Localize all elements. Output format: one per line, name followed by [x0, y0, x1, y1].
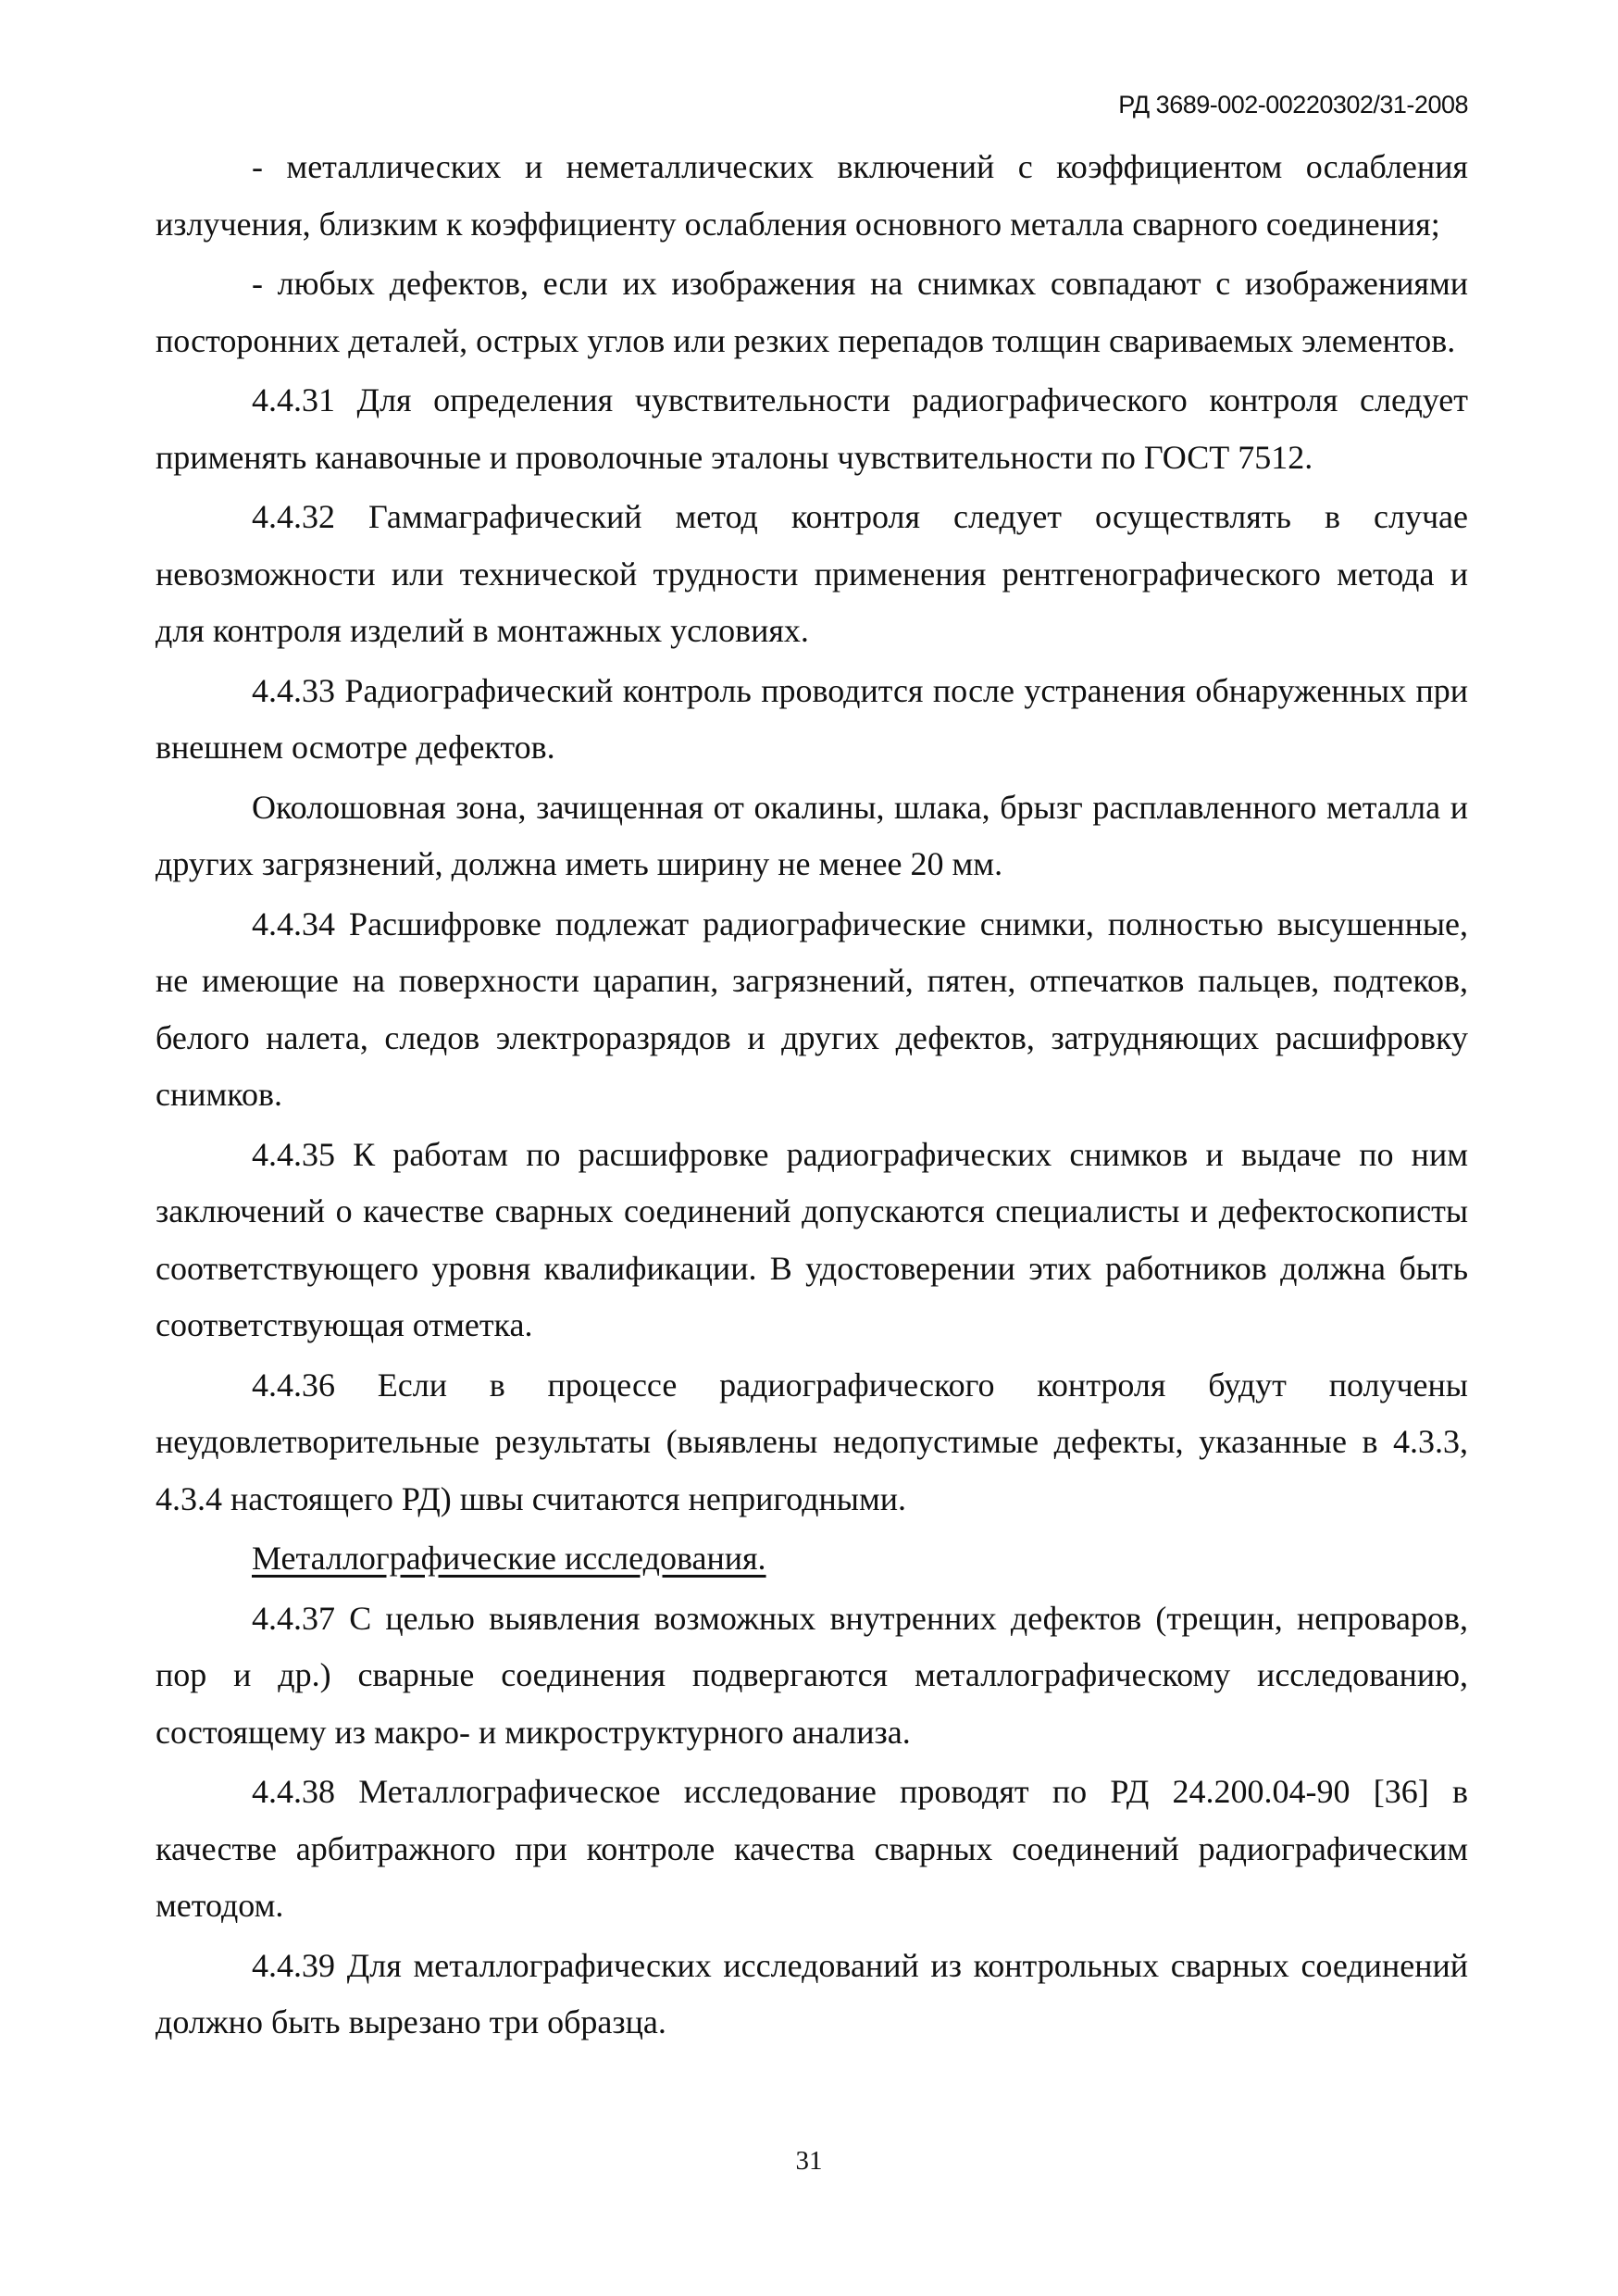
paragraph-4-4-31: 4.4.31 Для определения чувствительности радиографического контроля следует применять канавочные и проволочные эталоны чувствительности по ГОСТ 7512.: [156, 381, 1468, 476]
paragraph-4-4-38: 4.4.38 Металлографическое исследование проводят по РД 24.200.04-90 [36] в качестве арбитражного при контроле качества сварных соединений радиографическим методом.: [156, 1773, 1468, 1924]
paragraph-4-4-39: 4.4.39 Для металлографических исследований из контрольных сварных соединений должно быть вырезано три образца.: [156, 1946, 1468, 2040]
paragraph-any-defects: - любых дефектов, если их изображения на снимках совпадают с изображениями посторонних деталей, острых углов или резких перепадов толщин свариваемых элементов.: [156, 265, 1468, 359]
section-heading-metallography: Металлографические исследования.: [252, 1540, 766, 1577]
paragraph-4-4-33: 4.4.33 Радиографический контроль проводится после устранения обнаруженных при внешнем осмотре дефектов.: [156, 671, 1468, 766]
document-code: РД 3689-002-00220302/31-2008: [1118, 91, 1468, 119]
page-body: [156, 139, 1468, 2054]
paragraph-4-4-32: 4.4.32 Гаммаграфический метод контроля следует осуществлять в случае невозможности или технической трудности применения рентгенографического метода и для контроля изделий в монтажных условиях.: [156, 498, 1468, 649]
paragraph-near-weld-zone: Околошовная зона, зачищенная от окалины, шлака, брызг расплавленного металла и других загрязнений, должна иметь ширину не менее 20 мм.: [156, 788, 1468, 882]
paragraph-nonmetallic-inclusions: - металлических и неметаллических включений с коэффициентом ослабления излучения, близким к коэффициенту ослабления основного металла сварного соединения;: [156, 148, 1468, 243]
page-number: 31: [795, 2146, 823, 2176]
paragraph-4-4-34: 4.4.34 Расшифровке подлежат радиографические снимки, полностью высушенные, не имеющие на поверхности царапин, загрязнений, пятен, отпечатков пальцев, подтеков, белого налета, следов электроразрядов и других дефектов, затрудняющих расшифровку снимков.: [156, 905, 1468, 1113]
paragraph-4-4-35: 4.4.35 К работам по расшифровке радиографических снимков и выдаче по ним заключений о качестве сварных соединений допускаются специалисты и дефектоскописты соответствующего уровня квалификации. В удостоверении этих работников должна быть соответствующая отметка.: [156, 1135, 1468, 1343]
paragraph-4-4-36: 4.4.36 Если в процессе радиографического контроля будут получены неудовлетворительные результаты (выявлены недопустимые дефекты, указанные в 4.3.3, 4.3.4 настоящего РД) швы считаются непригодными.: [156, 1366, 1468, 1517]
paragraph-4-4-37: 4.4.37 С целью выявления возможных внутренних дефектов (трещин, непроваров, пор и др.) сварные соединения подвергаются металлографическому исследованию, состоящему из макро- и микроструктурного анализа.: [156, 1599, 1468, 1751]
